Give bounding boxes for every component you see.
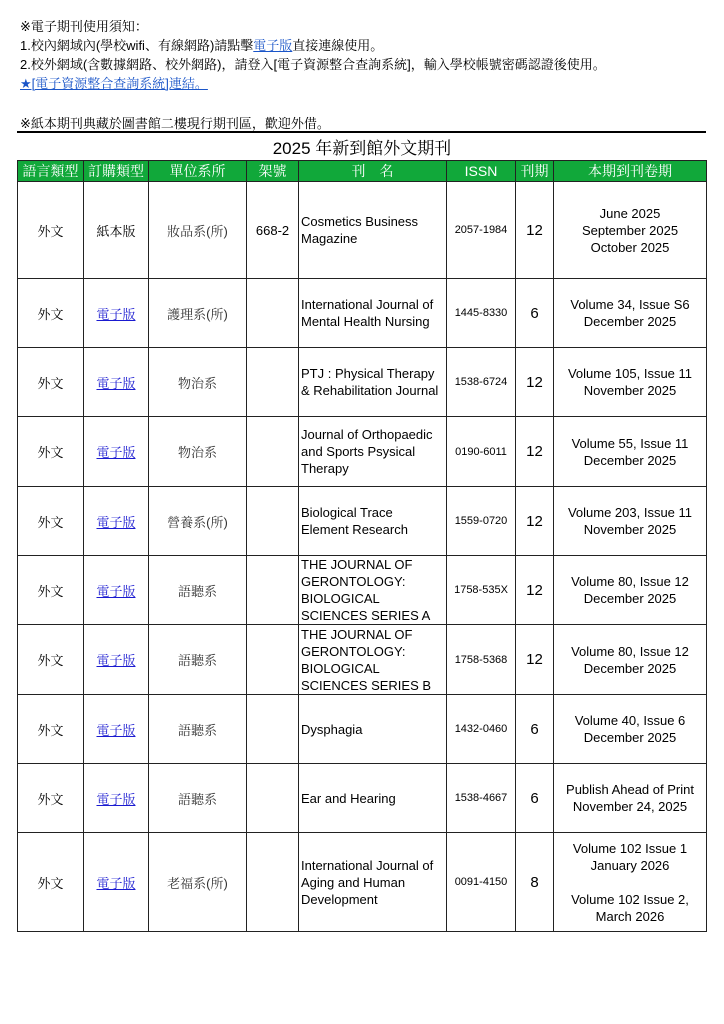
issue-line: December 2025 [583, 314, 677, 329]
column-header: 本期到刊卷期 [554, 161, 707, 182]
shelf-cell [247, 556, 299, 625]
subscription-type-cell [84, 487, 149, 556]
issue-line: Volume 203, Issue 11 [567, 505, 693, 520]
department-cell: 語聽系 [149, 556, 247, 625]
table-row [18, 833, 707, 932]
subscription-type-cell [84, 833, 149, 932]
language-cell: 外文 [18, 417, 84, 487]
frequency-cell: 12 [516, 487, 554, 556]
issue-line: Volume 80, Issue 12 [571, 574, 689, 589]
column-header: 訂購類型 [84, 161, 149, 182]
current-issue-cell [554, 487, 707, 556]
electronic-version-link[interactable]: 電子版 [96, 514, 136, 530]
electronic-version-link[interactable]: 電子版 [96, 445, 136, 460]
issn-cell: 0091-4150 [447, 833, 516, 932]
page-title: 2025 年新到館外文期刊 [272, 139, 452, 158]
table-row [18, 695, 707, 764]
issue-line: December 2025 [583, 452, 677, 468]
language-cell: 外文 [18, 764, 84, 833]
issue-line: Volume 102 Issue 1 [572, 840, 688, 856]
column-header: 架號 [247, 161, 299, 182]
table-row [18, 487, 707, 556]
issn-cell: 1538-4667 [447, 764, 516, 833]
issue-line [556, 874, 704, 891]
frequency-cell: 6 [516, 764, 554, 833]
issn-cell: 1432-0460 [447, 695, 516, 764]
electronic-version-link[interactable]: 電子版 [96, 375, 136, 391]
current-issue-cell [554, 556, 707, 625]
subscription-type-cell [84, 625, 149, 695]
frequency-cell: 8 [516, 833, 554, 932]
current-issue-cell [554, 417, 707, 487]
issue-line: November 24, 2025 [572, 799, 688, 814]
department-cell: 物治系 [149, 417, 247, 487]
shelf-cell [247, 833, 299, 932]
issue-line: January 2026 [590, 857, 670, 873]
language-cell: 外文 [18, 279, 84, 348]
shelf-cell [247, 625, 299, 695]
shelf-cell [247, 279, 299, 348]
department-cell: 營養系(所) [149, 487, 247, 556]
department-cell: 語聽系 [149, 764, 247, 833]
table-row [18, 182, 707, 279]
frequency-cell: 6 [516, 279, 554, 348]
journal-name-cell: Cosmetics Business Magazine [299, 182, 447, 279]
journal-name-cell: THE JOURNAL OF GERONTOLOGY: BIOLOGICAL SCIENCES SERIES B [299, 625, 447, 695]
column-header: 單位系所 [149, 161, 247, 182]
issn-cell: 2057-1984 [447, 182, 516, 279]
frequency-cell: 12 [516, 182, 554, 279]
note-line-2: 2.校外網域(含數據網路、校外網路)，請登入[電子資源整合查詢系統]，輸入學校帳號密碼認證後使用。 [20, 57, 606, 72]
table-row [18, 764, 707, 833]
electronic-version-link[interactable]: 電子版 [96, 583, 136, 599]
issue-line: September 2025 [581, 222, 679, 238]
issue-line: Volume 102 Issue 2, [571, 891, 689, 907]
issue-line: November 2025 [583, 522, 677, 537]
issue-line: Volume 34, Issue S6 [570, 297, 690, 312]
electronic-version-link[interactable]: 電子版 [96, 306, 136, 322]
electronic-version-link[interactable]: 電子版 [253, 38, 293, 53]
department-cell: 物治系 [149, 348, 247, 417]
current-issue-cell [554, 279, 707, 348]
current-issue-cell [554, 695, 707, 764]
subscription-type-cell [84, 417, 149, 487]
journal-name-cell: International Journal of Mental Health Nursing [299, 279, 447, 348]
column-header: 語言類型 [18, 161, 84, 182]
issn-cell: 1758-5368 [447, 625, 516, 695]
frequency-cell: 6 [516, 695, 554, 764]
current-issue-cell [554, 833, 707, 932]
shelf-cell [247, 348, 299, 417]
electronic-version-link[interactable]: 電子版 [96, 653, 136, 668]
frequency-cell: 12 [516, 417, 554, 487]
issn-cell: 1538-6724 [447, 348, 516, 417]
language-cell: 外文 [18, 625, 84, 695]
electronic-version-link[interactable]: 電子版 [96, 875, 136, 891]
issue-line: Volume 40, Issue 6 [574, 713, 686, 728]
current-issue-cell [554, 348, 707, 417]
language-cell: 外文 [18, 556, 84, 625]
issue-line: November 2025 [583, 383, 677, 398]
note-text: 直接連線使用。 [292, 38, 384, 53]
subscription-type-cell: 紙本版 [84, 182, 149, 279]
department-cell: 語聽系 [149, 625, 247, 695]
table-row [18, 279, 707, 348]
issue-line: Volume 80, Issue 12 [571, 643, 689, 659]
issn-cell: 1445-8330 [447, 279, 516, 348]
issue-line: December 2025 [583, 730, 677, 745]
issue-line: Volume 105, Issue 11 [567, 366, 693, 381]
note-text: 1.校內網域內(學校wifi、有線網路)請點擊 [20, 38, 254, 53]
language-cell: 外文 [18, 487, 84, 556]
current-issue-cell [554, 625, 707, 695]
note-line-1 [20, 36, 606, 55]
issue-line: Publish Ahead of Print [566, 782, 694, 797]
shelf-cell [247, 695, 299, 764]
column-header: 刊期 [516, 161, 554, 182]
issue-line: June 2025 [599, 205, 661, 221]
frequency-cell: 12 [516, 625, 554, 695]
column-header: 刊 名 [299, 161, 447, 182]
issue-line: December 2025 [583, 660, 677, 676]
subscription-type-cell [84, 279, 149, 348]
column-header: ISSN [447, 161, 516, 182]
journal-name-cell: Dysphagia [299, 695, 447, 764]
shelf-cell [247, 417, 299, 487]
department-cell: 語聽系 [149, 695, 247, 764]
table-row [18, 556, 707, 625]
frequency-cell: 12 [516, 348, 554, 417]
language-cell: 外文 [18, 833, 84, 932]
shelf-cell: 668-2 [247, 182, 299, 279]
journal-name-cell: Ear and Hearing [299, 764, 447, 833]
subscription-type-cell [84, 348, 149, 417]
language-cell: 外文 [18, 348, 84, 417]
electronic-version-link[interactable]: 電子版 [96, 791, 136, 807]
department-cell: 老福系(所) [149, 833, 247, 932]
table-row [18, 417, 707, 487]
paper-note: ※紙本期刊典藏於圖書館二樓現行期刊區，歡迎外借。 [20, 116, 330, 131]
issue-line: December 2025 [583, 591, 677, 606]
issn-cell: 0190-6011 [447, 417, 516, 487]
usage-notes [20, 17, 606, 93]
issue-line: Volume 55, Issue 11 [571, 435, 689, 451]
journal-name-cell: International Journal of Aging and Human Development [299, 833, 447, 932]
journal-name-cell: THE JOURNAL OF GERONTOLOGY: BIOLOGICAL SCIENCES SERIES A [299, 556, 447, 625]
department-cell: 妝品系(所) [149, 182, 247, 279]
resource-system-link[interactable]: ★[電子資源整合查詢系統]連結。 [20, 76, 208, 91]
journal-table [17, 160, 707, 932]
issue-line: October 2025 [590, 239, 670, 255]
notes-heading: ※電子期刊使用須知： [20, 19, 148, 34]
current-issue-cell [554, 764, 707, 833]
issn-cell: 1758-535X [447, 556, 516, 625]
subscription-type-cell [84, 556, 149, 625]
shelf-cell [247, 487, 299, 556]
shelf-cell [247, 764, 299, 833]
department-cell: 護理系(所) [149, 279, 247, 348]
language-cell: 外文 [18, 182, 84, 279]
issn-cell: 1559-0720 [447, 487, 516, 556]
subscription-type-cell [84, 764, 149, 833]
table-row [18, 625, 707, 695]
divider [17, 131, 706, 133]
journal-name-cell: Journal of Orthopaedic and Sports Psysical Therapy [299, 417, 447, 487]
current-issue-cell [554, 182, 707, 279]
journal-name-cell: PTJ : Physical Therapy & Rehabilitation Journal [299, 348, 447, 417]
table-row [18, 348, 707, 417]
electronic-version-link[interactable]: 電子版 [96, 722, 136, 738]
journal-name-cell: Biological Trace Element Research [299, 487, 447, 556]
issue-line: March 2026 [595, 908, 665, 924]
frequency-cell: 12 [516, 556, 554, 625]
language-cell: 外文 [18, 695, 84, 764]
subscription-type-cell [84, 695, 149, 764]
